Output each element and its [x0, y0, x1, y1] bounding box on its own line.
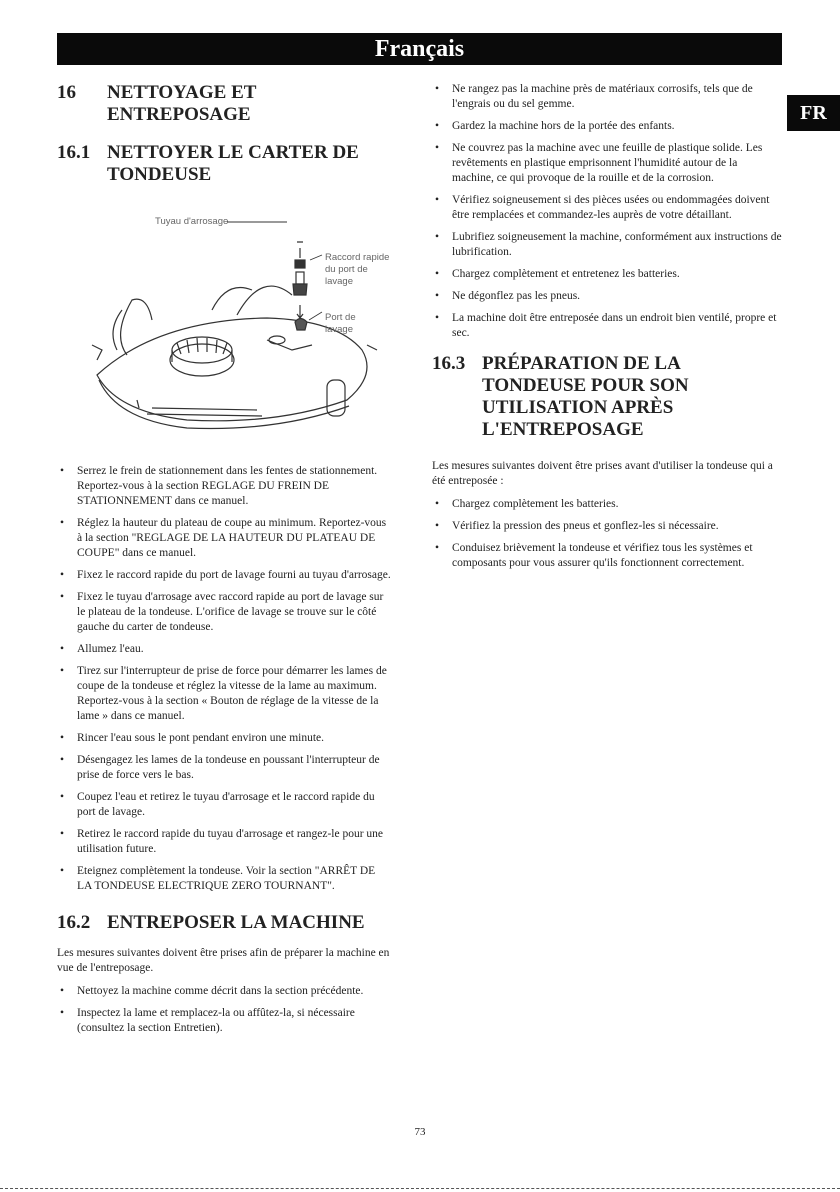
list-item: • Serrez le frein de stationnement dans les fentes de stationnement. Reportez-vous à la section REGLAGE DU FREIN DE STATIONNEMENT dans ce manuel. — [57, 464, 392, 509]
post-storage-steps-list — [432, 497, 782, 571]
section-number: 16.3 — [432, 353, 466, 374]
language-banner — [57, 33, 782, 65]
list-item: • Inspectez la lame et remplacez-la ou affûtez-la, si nécessaire (consultez la section Entretien). — [57, 1006, 392, 1036]
section-title: NETTOYAGE ET ENTREPOSAGE — [107, 82, 257, 125]
list-item: • Vérifiez soigneusement si des pièces usées ou endommagées doivent être remplacées et commandez-les auprès de votre détaillant. — [432, 193, 782, 223]
section-16-2-heading — [57, 912, 392, 934]
banner-title: Français — [374, 35, 465, 62]
list-item: • Vérifiez la pression des pneus et gonflez-les si nécessaire. — [432, 519, 782, 534]
list-item: • Ne dégonflez pas les pneus. — [432, 289, 782, 304]
section-16-3-heading — [432, 353, 782, 441]
storage-steps-list-right — [432, 82, 782, 341]
language-tab-label: FR — [800, 101, 827, 124]
list-item: • Réglez la hauteur du plateau de coupe au minimum. Reportez-vous à la section "REGLAGE DE LA HAUTEUR DU PLATEAU DE COUPE" dans ce manuel. — [57, 516, 392, 561]
right-column — [432, 82, 782, 578]
list-item: • Eteignez complètement la tondeuse. Voir la section "ARRÊT DE LA TONDEUSE ELECTRIQUE ZERO TOURNANT". — [57, 864, 392, 894]
language-tab — [787, 95, 840, 131]
section-16-1-heading — [57, 142, 392, 186]
list-item: • Coupez l'eau et retirez le tuyau d'arrosage et le raccord rapide du port de lavage. — [57, 790, 392, 820]
section-number: 16.1 — [57, 142, 91, 163]
page-number: 73 — [414, 1126, 426, 1138]
mower-deck-illustration — [77, 200, 397, 450]
list-item: • Chargez complètement les batteries. — [432, 497, 782, 512]
list-item: • Rincer l'eau sous le pont pendant environ une minute. — [57, 731, 392, 746]
list-item: • Ne rangez pas la machine près de matériaux corrosifs, tels que de l'engrais ou du sel gemme. — [432, 82, 782, 112]
list-item: • Ne couvrez pas la machine avec une feuille de plastique solide. Les revêtements en plastique emprisonnent l'humidité autour de la machine, ce qui provoque de la rouille et de la corrosion. — [432, 141, 782, 186]
list-item: • Désengagez les lames de la tondeuse en poussant l'interrupteur de prise de force vers le bas. — [57, 753, 392, 783]
list-item: • Fixez le raccord rapide du port de lavage fourni au tuyau d'arrosage. — [57, 568, 392, 583]
section-16-heading — [57, 82, 392, 126]
coupler-label: Raccord rapide du port de lavage — [325, 252, 390, 287]
post-storage-intro: Les mesures suivantes doivent être prises avant d'utiliser la tondeuse qui a été entreposée : — [432, 460, 773, 487]
section-title: ENTREPOSER LA MACHINE — [107, 912, 365, 933]
storage-steps-list-left — [57, 984, 392, 1036]
hose-label: Tuyau d'arrosage — [155, 216, 229, 227]
page-bottom-rule — [0, 1188, 840, 1189]
list-item: • Tirez sur l'interrupteur de prise de force pour démarrer les lames de coupe de la tondeuse et réglez la vitesse de la lame au maximum. Reportez-vous à la section « Bouton de réglage de la vitesse de la lame » dans ce manuel. — [57, 664, 392, 724]
section-number: 16 — [57, 82, 76, 103]
storage-intro: Les mesures suivantes doivent être prises afin de préparer la machine en vue de l'entreposage. — [57, 947, 390, 974]
list-item: • Chargez complètement et entretenez les batteries. — [432, 267, 782, 282]
section-number: 16.2 — [57, 912, 91, 933]
list-item: • Gardez la machine hors de la portée des enfants. — [432, 119, 782, 134]
list-item: • Lubrifiez soigneusement la machine, conformément aux instructions de lubrification. — [432, 230, 782, 260]
list-item: • Allumez l'eau. — [57, 642, 392, 657]
cleaning-steps-list — [57, 464, 392, 894]
section-title: PRÉPARATION DE LA TONDEUSE POUR SON UTILISATION APRÈS L'ENTREPOSAGE — [482, 353, 689, 440]
wash-port-label: Port de lavage — [325, 312, 356, 335]
list-item: • Nettoyez la machine comme décrit dans la section précédente. — [57, 984, 392, 999]
left-column — [57, 82, 392, 1043]
list-item: • Retirez le raccord rapide du tuyau d'arrosage et rangez-le pour une utilisation future. — [57, 827, 392, 857]
list-item: • Fixez le tuyau d'arrosage avec raccord rapide au port de lavage sur le plateau de la tondeuse. L'orifice de lavage se trouve sur le côté gauche du carter de tondeuse. — [57, 590, 392, 635]
list-item: • Conduisez brièvement la tondeuse et vérifiez tous les systèmes et composants pour vous assurer qu'ils fonctionnent correctement. — [432, 541, 782, 571]
section-title: NETTOYER LE CARTER DE TONDEUSE — [107, 142, 359, 185]
list-item: • La machine doit être entreposée dans un endroit bien ventilé, propre et sec. — [432, 311, 782, 341]
